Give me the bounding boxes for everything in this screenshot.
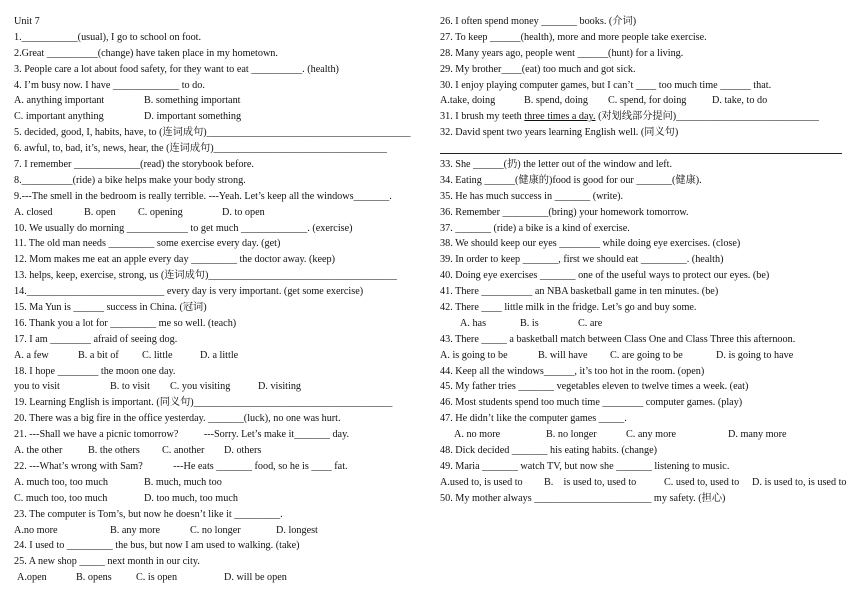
question-line xyxy=(14,538,426,554)
left-column xyxy=(14,14,426,586)
question-line xyxy=(440,300,850,316)
question-line xyxy=(440,268,850,284)
question-line xyxy=(14,30,426,46)
question-text: 33. She ______(扔) the letter out of the window and left. xyxy=(440,159,672,171)
question-line xyxy=(440,14,850,30)
question-text: 45. My father tries _______ vegetables eleven to twelve times a week. (eat) xyxy=(440,381,749,393)
question-text: 38. We should keep our eyes ________ while doing eye exercises. (close) xyxy=(440,238,741,250)
choice-options xyxy=(14,475,426,491)
question-text: 11. The old man needs _________ some exercise every day. (get) xyxy=(14,238,281,250)
question-line xyxy=(440,78,850,94)
question-text: 40. Doing eye exercises _______ one of the useful ways to protect our eyes. (be) xyxy=(440,270,770,282)
choice-option: B. is xyxy=(520,317,539,329)
question-line xyxy=(440,62,850,78)
choice-option: A. closed xyxy=(14,206,53,218)
question-text: 2.Great __________(change) have taken place in my hometown. xyxy=(14,47,278,59)
question-text: 32. David spent two years learning English well. (同义句) xyxy=(440,127,679,139)
choice-options xyxy=(440,475,850,491)
question-line xyxy=(14,554,426,570)
choice-option: B. no longer xyxy=(546,429,597,441)
choice-option: D. many more xyxy=(728,429,787,441)
question-line xyxy=(440,411,850,427)
choice-option: B. something important xyxy=(144,95,241,107)
question-line xyxy=(14,332,426,348)
question-text-tail: (对划线部分提问)____________________________ xyxy=(595,111,819,123)
question-text: 15. Ma Yun is ______ success in China. (冠词) xyxy=(14,302,207,314)
choice-option: B. a bit of xyxy=(78,349,119,361)
choice-option: D. take, to do xyxy=(712,95,768,107)
question-text: 19. Learning English is important. (同义句)_______________________________________ xyxy=(14,397,393,409)
question-text: Unit 7 xyxy=(14,16,40,27)
choice-option: D. others xyxy=(224,445,262,457)
question-text: 10. We usually do morning ____________ to get much _____________. (exercise) xyxy=(14,222,353,234)
question-text: 21. ---Shall we have a picnic tomorrow? ---Sorry. Let’s make it_______ day. xyxy=(14,429,350,441)
question-text: 26. I often spend money _______ books. (介词) xyxy=(440,16,637,27)
question-text: 24. I used to _________ the bus, but now I am used to walking. (take) xyxy=(14,540,300,552)
choice-options xyxy=(14,379,426,395)
question-line xyxy=(440,221,850,237)
question-line xyxy=(440,364,850,380)
question-text: 20. There was a big fire in the office yesterday. _______(luck), no one was hurt. xyxy=(14,413,341,425)
question-text: 1.___________(usual), I go to school on foot. xyxy=(14,31,202,43)
question-line xyxy=(14,78,426,94)
question-text: 39. In order to keep _______, first we should eat _________. (health) xyxy=(440,254,724,266)
question-text: 35. He has much success in _______ (write). xyxy=(440,190,624,202)
choice-options xyxy=(14,443,426,459)
question-text: 17. I am ________ afraid of seeing dog. xyxy=(14,333,178,345)
question-text: 13. helps, keep, exercise, strong, us (连词成句)_____________________________________ xyxy=(14,270,397,282)
question-line xyxy=(14,221,426,237)
question-line xyxy=(14,316,426,332)
choice-option: B. to visit xyxy=(110,381,150,393)
question-text: 5. decided, good, I, habits, have, to (连词成句)________________________________________ xyxy=(14,127,411,139)
question-line xyxy=(14,46,426,62)
choice-option: A.open xyxy=(17,572,47,584)
question-text: 37. _______ (ride) a bike is a kind of exercise. xyxy=(440,222,630,234)
question-line xyxy=(440,173,850,189)
question-text: 27. To keep ______(health), more and more people take exercise. xyxy=(440,31,707,43)
question-text: 12. Mom makes me eat an apple every day _________ the doctor away. (keep) xyxy=(14,254,335,266)
question-text: 4. I’m busy now. I have _____________ to do. xyxy=(14,79,205,91)
choice-option: D. will be open xyxy=(224,572,287,584)
choice-option: A.used to, is used to xyxy=(440,476,523,488)
question-line xyxy=(14,252,426,268)
question-text: 48. Dick decided _______ his eating habits. (change) xyxy=(440,445,657,457)
question-text: 36. Remember _________(bring) your homework tomorrow. xyxy=(440,206,689,218)
question-text: 49. Maria _______ watch TV, but now she _______ listening to music. xyxy=(440,460,730,472)
question-line xyxy=(440,443,850,459)
choice-options xyxy=(14,491,426,507)
question-text: 29. My brother____(eat) too much and got sick. xyxy=(440,63,636,75)
choice-option: B. much, much too xyxy=(144,476,222,488)
question-line xyxy=(440,395,850,411)
question-line xyxy=(14,189,426,205)
choice-option: A. much too, too much xyxy=(14,476,108,488)
choice-options xyxy=(14,93,426,109)
choice-options xyxy=(440,93,850,109)
choice-option: C. another xyxy=(162,445,205,457)
question-line xyxy=(14,427,426,443)
question-line xyxy=(14,459,426,475)
choice-option: B. spend, doing xyxy=(524,95,588,107)
choice-options xyxy=(14,348,426,364)
question-line xyxy=(14,411,426,427)
choice-option: B. is used to, used to xyxy=(544,476,637,488)
question-text: 18. I hope ________ the moon one day. xyxy=(14,365,176,377)
question-line xyxy=(440,46,850,62)
choice-options xyxy=(14,109,426,125)
choice-option: C. you visiting xyxy=(170,381,231,393)
choice-option: you to visit xyxy=(14,381,60,393)
choice-option: A. has xyxy=(460,317,487,329)
choice-option: C. little xyxy=(142,349,173,361)
choice-option: B. will have xyxy=(538,349,588,361)
question-line xyxy=(440,379,850,395)
question-line xyxy=(14,364,426,380)
question-text: 41. There __________ an NBA basketball game in ten minutes. (be) xyxy=(440,286,719,298)
question-text: 9.---The smell in the bedroom is really terrible. ---Yeah. Let’s keep all the windows_______. xyxy=(14,190,392,202)
question-line xyxy=(14,284,426,300)
question-text: 14.___________________________ every day is very important. (get some exercise) xyxy=(14,286,364,298)
question-text: 31. I brush my teeth xyxy=(440,111,525,123)
question-line xyxy=(440,236,850,252)
choice-option: D. is going to have xyxy=(716,349,794,361)
choice-option: B. any more xyxy=(110,524,161,536)
choice-option: A. the other xyxy=(14,445,63,457)
choice-option: A.no more xyxy=(14,524,58,536)
question-text: 34. Eating ______(健康的)food is good for our _______(健康). xyxy=(440,174,702,186)
choice-option: C. opening xyxy=(138,206,183,218)
choice-options xyxy=(440,316,850,332)
choice-option: C. are going to be xyxy=(610,349,683,361)
question-text: 43. There _____ a basketball match between Class One and Class Three this afternoon. xyxy=(440,333,796,345)
question-line xyxy=(440,491,850,507)
question-line xyxy=(440,252,850,268)
question-text: 44. Keep all the windows______, it’s too hot in the room. (open) xyxy=(440,365,705,377)
question-line xyxy=(14,268,426,284)
choice-option: C. much too, too much xyxy=(14,492,108,504)
choice-option: D. important something xyxy=(144,111,242,123)
question-line xyxy=(440,205,850,221)
question-text: 50. My mother always _______________________ my safety. (担心) xyxy=(440,492,726,504)
question-line xyxy=(440,30,850,46)
right-column xyxy=(440,14,850,507)
question-text: 8.__________(ride) a bike helps make your body strong. xyxy=(14,174,246,186)
choice-option: B. the others xyxy=(88,445,140,457)
choice-option: B. opens xyxy=(76,572,112,584)
question-text: 3. People care a lot about food safety, for they want to eat __________. (health) xyxy=(14,63,339,75)
question-line xyxy=(440,157,850,173)
question-line xyxy=(14,173,426,189)
choice-option: D. longest xyxy=(276,524,318,536)
question-line xyxy=(14,157,426,173)
question-line xyxy=(14,125,426,141)
question-text: 30. I enjoy playing computer games, but I can’t ____ too much time ______ that. xyxy=(440,79,772,91)
question-line xyxy=(440,125,850,141)
question-text: 42. There ____ little milk in the fridge. Let’s go and buy some. xyxy=(440,302,697,314)
question-line xyxy=(440,284,850,300)
question-text: 6. awful, to, bad, it’s, news, hear, the (连词成句)__________________________________ xyxy=(14,143,387,155)
choice-options xyxy=(14,205,426,221)
question-text: 28. Many years ago, people went ______(hunt) for a living. xyxy=(440,47,684,59)
choice-options xyxy=(440,427,850,443)
question-line xyxy=(440,459,850,475)
choice-option: C. spend, for doing xyxy=(608,95,687,107)
choice-option: C. used to, used to xyxy=(664,476,740,488)
choice-option: A. a few xyxy=(14,349,49,361)
choice-option: C. are xyxy=(578,317,603,329)
question-text: 7. I remember _____________(read) the storybook before. xyxy=(14,159,254,171)
question-line xyxy=(14,300,426,316)
question-text: 25. A new shop _____ next month in our city. xyxy=(14,556,200,568)
question-line xyxy=(440,109,850,125)
choice-option: C. is open xyxy=(136,572,178,584)
choice-options xyxy=(14,523,426,539)
choice-option: D. a little xyxy=(200,349,239,361)
choice-option: A. is going to be xyxy=(440,349,508,361)
question-line xyxy=(440,189,850,205)
choice-option: A.take, doing xyxy=(440,95,496,107)
question-line xyxy=(14,236,426,252)
choice-option: C. important anything xyxy=(14,111,104,123)
choice-option: C. no longer xyxy=(190,524,241,536)
choice-option: D. is used to, is used to xyxy=(752,476,847,488)
choice-option: D. too much, too much xyxy=(144,492,238,504)
choice-option: B. open xyxy=(84,206,116,218)
choice-option: D. to open xyxy=(222,206,265,218)
choice-option: D. visiting xyxy=(258,381,302,393)
question-text: 23. The computer is Tom’s, but now he doesn’t like it _________. xyxy=(14,508,283,520)
question-text: 22. ---What’s wrong with Sam? ---He eats _______ food, so he is ____ fat. xyxy=(14,460,348,472)
question-text: 47. He didn’t like the computer games _____. xyxy=(440,413,627,425)
choice-options xyxy=(14,570,426,586)
question-text: 46. Most students spend too much time ________ computer games. (play) xyxy=(440,397,743,409)
question-text: 16. Thank you a lot for _________ me so well. (teach) xyxy=(14,317,237,329)
question-line xyxy=(14,507,426,523)
choice-option: C. any more xyxy=(626,429,677,441)
question-line xyxy=(14,141,426,157)
underlined-phrase: three times a day. xyxy=(524,111,596,123)
answer-rule xyxy=(440,141,850,157)
question-line xyxy=(14,14,426,30)
question-line xyxy=(14,62,426,78)
choice-option: A. no more xyxy=(454,429,501,441)
question-line xyxy=(14,395,426,411)
question-line xyxy=(440,332,850,348)
choice-options xyxy=(440,348,850,364)
choice-option: A. anything important xyxy=(14,95,105,107)
